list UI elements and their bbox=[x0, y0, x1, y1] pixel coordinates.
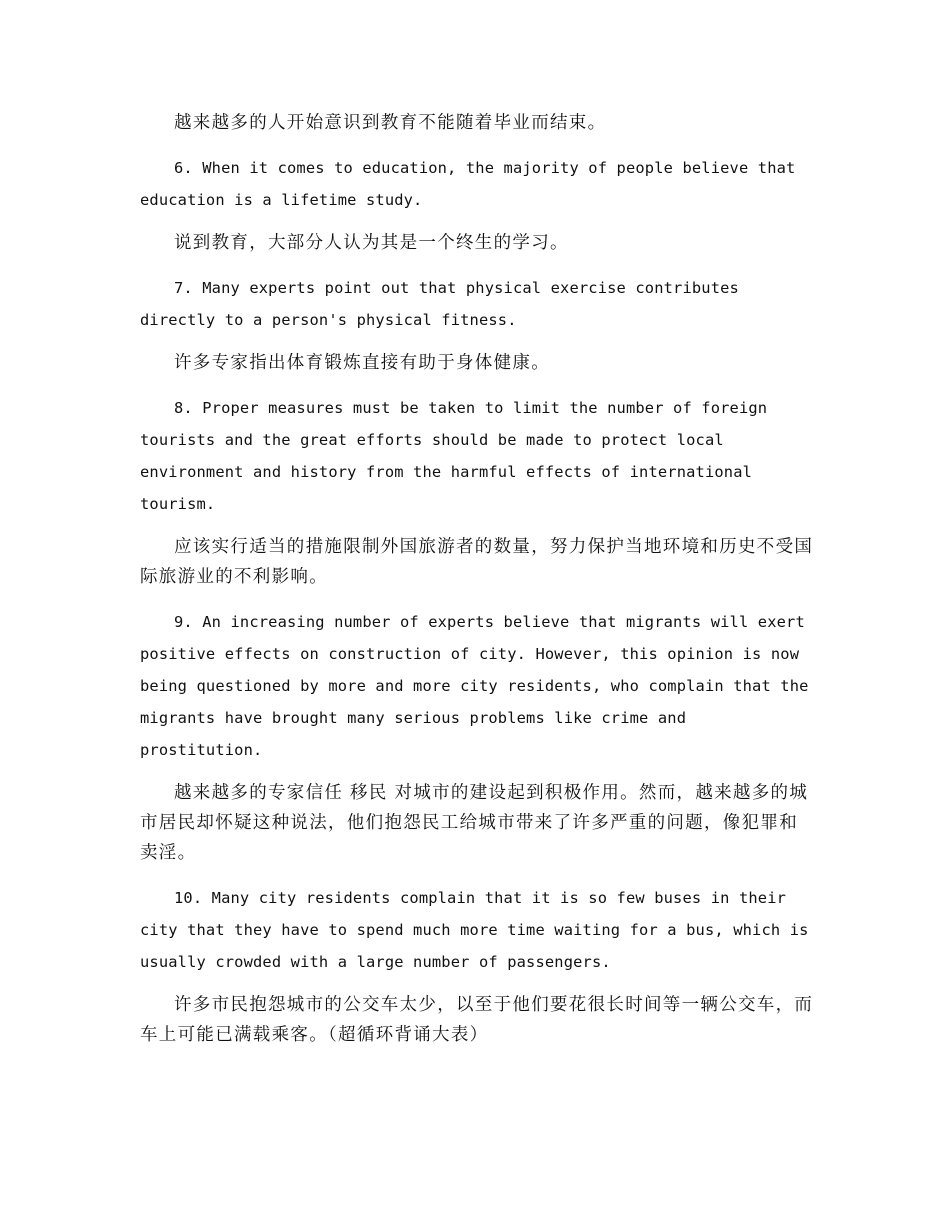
paragraph-zh-6: 说到教育，大部分人认为其是一个终生的学习。 bbox=[174, 233, 569, 253]
paragraph-zh-10: 许多市民抱怨城市的公交车太少，以至于他们要花很长时间等一辆公交车，而车上可能已满载乘客。（超循环背诵大表） bbox=[140, 995, 814, 1045]
paragraph-en-7: 7. Many experts point out that physical exercise contributes directly to a person's physical fitness. bbox=[140, 279, 739, 329]
paragraph-en-9: 9. An increasing number of experts believe that migrants will exert positive effects on construction of city. However, this opinion is now being questioned by more and more city residents, who complain that the migrants have brought many serious problems like crime and prostitution. bbox=[140, 613, 809, 759]
paragraph-zh-8: 应该实行适当的措施限制外国旅游者的数量，努力保护当地环境和历史不受国际旅游业的不利影响。 bbox=[140, 537, 814, 587]
paragraph-zh-9: 越来越多的专家信任 移民 对城市的建设起到积极作用。然而，越来越多的城市居民却怀疑这种说法，他们抱怨民工给城市带来了许多严重的问题，像犯罪和卖淫。 bbox=[140, 783, 809, 863]
paragraph-zh-7: 许多专家指出体育锻炼直接有助于身体健康。 bbox=[174, 353, 550, 373]
document-body bbox=[140, 108, 815, 1064]
paragraph-zh-5: 越来越多的人开始意识到教育不能随着毕业而结束。 bbox=[174, 113, 607, 133]
paragraph-en-10: 10. Many city residents complain that it is so few buses in their city that they have to spend much more time waiting for a bus, which is usually crowded with a large number of passengers. bbox=[140, 889, 809, 971]
paragraph-en-6: 6. When it comes to education, the majority of people believe that education is a lifetime study. bbox=[140, 159, 796, 209]
paragraph-en-8: 8. Proper measures must be taken to limit the number of foreign tourists and the great efforts should be made to protect local environment and history from the harmful effects of international tourism. bbox=[140, 399, 768, 513]
